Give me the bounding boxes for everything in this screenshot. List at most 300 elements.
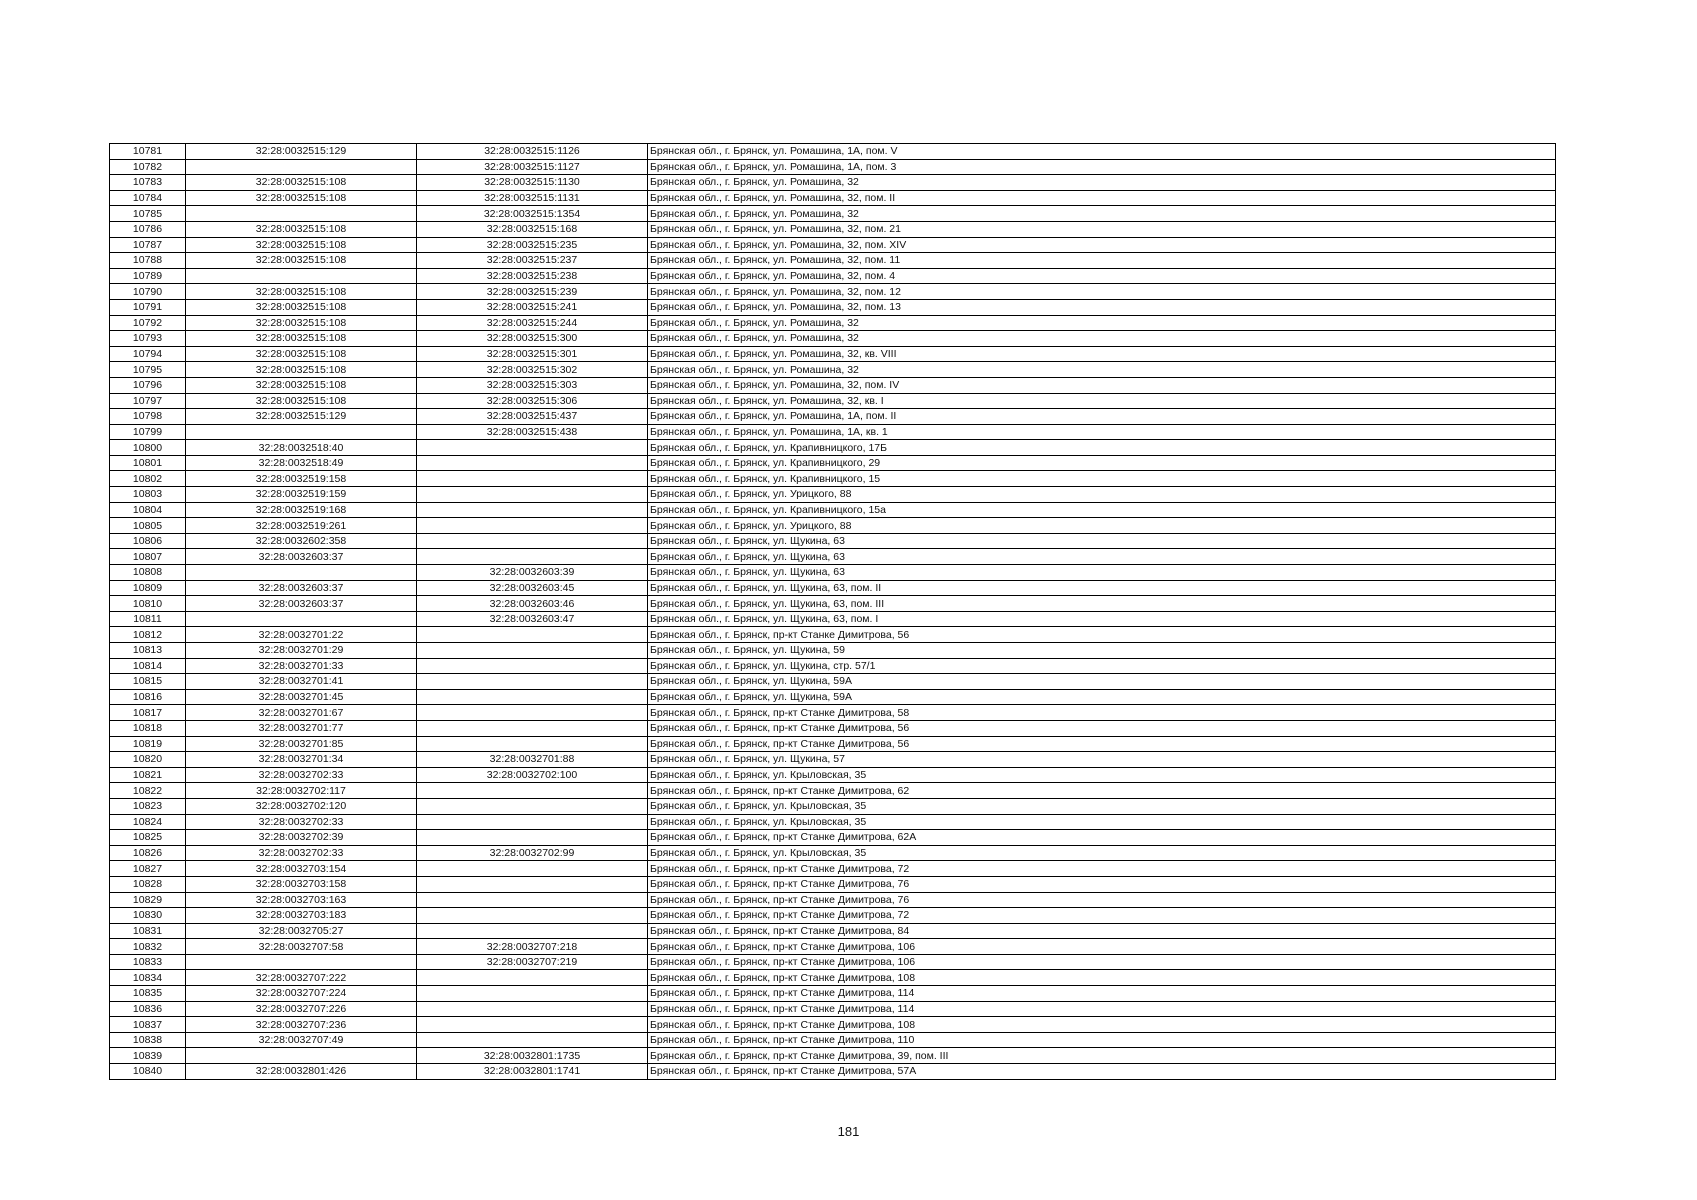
address-cell: Брянская обл., г. Брянск, ул. Ромашина, 32 [648,362,1556,378]
row-number-cell: 10791 [110,299,186,315]
address-cell: Брянская обл., г. Брянск, ул. Ромашина, 1А, кв. 1 [648,424,1556,440]
cadastral-number-cell: 32:28:0032515:108 [186,253,417,269]
table-row [110,861,1556,877]
cadastral-number-cell: 32:28:0032519:168 [186,502,417,518]
row-number-cell: 10839 [110,1048,186,1064]
table-row [110,643,1556,659]
table-row [110,518,1556,534]
table-row [110,892,1556,908]
table-row [110,159,1556,175]
object-cadastral-number-cell [417,689,648,705]
cadastral-number-cell: 32:28:0032707:222 [186,970,417,986]
row-number-cell: 10832 [110,939,186,955]
row-number-cell: 10785 [110,206,186,222]
object-cadastral-number-cell: 32:28:0032515:244 [417,315,648,331]
address-cell: Брянская обл., г. Брянск, пр-кт Станке Димитрова, 114 [648,986,1556,1002]
row-number-cell: 10834 [110,970,186,986]
object-cadastral-number-cell [417,674,648,690]
table-row [110,580,1556,596]
cadastral-number-cell [186,424,417,440]
object-cadastral-number-cell: 32:28:0032702:100 [417,767,648,783]
row-number-cell: 10818 [110,720,186,736]
table-row [110,331,1556,347]
object-cadastral-number-cell [417,549,648,565]
cadastral-number-cell: 32:28:0032703:183 [186,908,417,924]
cadastral-number-cell: 32:28:0032701:34 [186,752,417,768]
object-cadastral-number-cell [417,736,648,752]
object-cadastral-number-cell [417,923,648,939]
address-cell: Брянская обл., г. Брянск, пр-кт Станке Димитрова, 62А [648,830,1556,846]
cadastral-number-cell: 32:28:0032515:108 [186,237,417,253]
object-cadastral-number-cell [417,487,648,503]
row-number-cell: 10827 [110,861,186,877]
address-cell: Брянская обл., г. Брянск, пр-кт Станке Димитрова, 106 [648,954,1556,970]
row-number-cell: 10788 [110,253,186,269]
cadastral-number-cell [186,268,417,284]
table-row [110,549,1556,565]
row-number-cell: 10794 [110,346,186,362]
table-row [110,1032,1556,1048]
address-cell: Брянская обл., г. Брянск, пр-кт Станке Димитрова, 108 [648,1017,1556,1033]
table-row [110,206,1556,222]
object-cadastral-number-cell: 32:28:0032801:1741 [417,1064,648,1080]
table-row [110,923,1556,939]
object-cadastral-number-cell: 32:28:0032707:219 [417,954,648,970]
address-cell: Брянская обл., г. Брянск, пр-кт Станке Димитрова, 56 [648,720,1556,736]
row-number-cell: 10819 [110,736,186,752]
address-cell: Брянская обл., г. Брянск, ул. Ромашина, 32 [648,175,1556,191]
address-cell: Брянская обл., г. Брянск, пр-кт Станке Димитрова, 39, пом. III [648,1048,1556,1064]
row-number-cell: 10805 [110,518,186,534]
table-row [110,689,1556,705]
object-cadastral-number-cell: 32:28:0032515:1354 [417,206,648,222]
object-cadastral-number-cell: 32:28:0032515:438 [417,424,648,440]
object-cadastral-number-cell [417,830,648,846]
object-cadastral-number-cell: 32:28:0032515:306 [417,393,648,409]
cadastral-number-cell: 32:28:0032701:29 [186,643,417,659]
table-row [110,876,1556,892]
cadastral-number-cell: 32:28:0032707:226 [186,1001,417,1017]
page-number: 181 [837,1124,860,1139]
cadastral-number-cell: 32:28:0032603:37 [186,580,417,596]
object-cadastral-number-cell [417,783,648,799]
object-cadastral-number-cell: 32:28:0032702:99 [417,845,648,861]
table-row [110,221,1556,237]
table-row [110,1001,1556,1017]
object-cadastral-number-cell: 32:28:0032515:303 [417,377,648,393]
address-cell: Брянская обл., г. Брянск, пр-кт Станке Димитрова, 72 [648,908,1556,924]
table-row [110,284,1556,300]
address-cell: Брянская обл., г. Брянск, ул. Крыловская, 35 [648,798,1556,814]
row-number-cell: 10838 [110,1032,186,1048]
address-cell: Брянская обл., г. Брянск, ул. Ромашина, 32, пом. 13 [648,299,1556,315]
address-cell: Брянская обл., г. Брянск, ул. Ромашина, 1А, пом. II [648,409,1556,425]
cadastral-number-cell: 32:28:0032707:58 [186,939,417,955]
cadastral-number-cell [186,611,417,627]
object-cadastral-number-cell [417,876,648,892]
object-cadastral-number-cell: 32:28:0032515:302 [417,362,648,378]
address-cell: Брянская обл., г. Брянск, пр-кт Станке Димитрова, 62 [648,783,1556,799]
row-number-cell: 10789 [110,268,186,284]
cadastral-number-cell: 32:28:0032702:117 [186,783,417,799]
row-number-cell: 10822 [110,783,186,799]
row-number-cell: 10826 [110,845,186,861]
cadastral-number-cell: 32:28:0032702:39 [186,830,417,846]
address-cell: Брянская обл., г. Брянск, ул. Ромашина, 32, пом. 4 [648,268,1556,284]
address-cell: Брянская обл., г. Брянск, ул. Щукина, 63 [648,565,1556,581]
cadastral-number-cell [186,206,417,222]
object-cadastral-number-cell: 32:28:0032707:218 [417,939,648,955]
object-cadastral-number-cell [417,986,648,1002]
cadastral-number-cell: 32:28:0032518:40 [186,440,417,456]
object-cadastral-number-cell [417,533,648,549]
row-number-cell: 10817 [110,705,186,721]
object-cadastral-number-cell: 32:28:0032603:46 [417,596,648,612]
table-row [110,1048,1556,1064]
address-cell: Брянская обл., г. Брянск, ул. Щукина, 63, пом. II [648,580,1556,596]
cadastral-number-cell: 32:28:0032519:159 [186,487,417,503]
address-cell: Брянская обл., г. Брянск, ул. Ромашина, 32, пом. 21 [648,221,1556,237]
object-cadastral-number-cell [417,798,648,814]
cadastral-number-cell: 32:28:0032702:120 [186,798,417,814]
registry-table-body [110,144,1556,1080]
object-cadastral-number-cell [417,720,648,736]
registry-sheet [109,143,1555,1080]
address-cell: Брянская обл., г. Брянск, пр-кт Станке Димитрова, 114 [648,1001,1556,1017]
table-row [110,471,1556,487]
cadastral-number-cell: 32:28:0032701:41 [186,674,417,690]
table-row [110,627,1556,643]
table-row [110,908,1556,924]
row-number-cell: 10828 [110,876,186,892]
row-number-cell: 10782 [110,159,186,175]
table-row [110,736,1556,752]
row-number-cell: 10804 [110,502,186,518]
object-cadastral-number-cell [417,705,648,721]
cadastral-number-cell: 32:28:0032801:426 [186,1064,417,1080]
address-cell: Брянская обл., г. Брянск, ул. Щукина, стр. 57/1 [648,658,1556,674]
row-number-cell: 10792 [110,315,186,331]
row-number-cell: 10790 [110,284,186,300]
row-number-cell: 10786 [110,221,186,237]
table-row [110,237,1556,253]
object-cadastral-number-cell: 32:28:0032515:168 [417,221,648,237]
address-cell: Брянская обл., г. Брянск, ул. Ромашина, 32 [648,315,1556,331]
object-cadastral-number-cell: 32:28:0032603:39 [417,565,648,581]
table-row [110,830,1556,846]
cadastral-number-cell: 32:28:0032701:77 [186,720,417,736]
row-number-cell: 10833 [110,954,186,970]
address-cell: Брянская обл., г. Брянск, пр-кт Станке Димитрова, 56 [648,736,1556,752]
object-cadastral-number-cell: 32:28:0032515:237 [417,253,648,269]
address-cell: Брянская обл., г. Брянск, ул. Ромашина, 32 [648,331,1556,347]
row-number-cell: 10797 [110,393,186,409]
row-number-cell: 10812 [110,627,186,643]
object-cadastral-number-cell: 32:28:0032515:239 [417,284,648,300]
object-cadastral-number-cell [417,1032,648,1048]
address-cell: Брянская обл., г. Брянск, пр-кт Станке Димитрова, 76 [648,876,1556,892]
object-cadastral-number-cell [417,970,648,986]
object-cadastral-number-cell: 32:28:0032515:235 [417,237,648,253]
object-cadastral-number-cell: 32:28:0032515:437 [417,409,648,425]
address-cell: Брянская обл., г. Брянск, пр-кт Станке Димитрова, 76 [648,892,1556,908]
table-row [110,533,1556,549]
cadastral-number-cell: 32:28:0032515:108 [186,175,417,191]
cadastral-number-cell: 32:28:0032602:358 [186,533,417,549]
table-row [110,299,1556,315]
table-row [110,970,1556,986]
cadastral-number-cell [186,1048,417,1064]
row-number-cell: 10809 [110,580,186,596]
cadastral-number-cell: 32:28:0032701:67 [186,705,417,721]
row-number-cell: 10836 [110,1001,186,1017]
address-cell: Брянская обл., г. Брянск, ул. Ромашина, 32, пом. XIV [648,237,1556,253]
address-cell: Брянская обл., г. Брянск, ул. Ромашина, 32, пом. 11 [648,253,1556,269]
cadastral-number-cell: 32:28:0032515:108 [186,331,417,347]
address-cell: Брянская обл., г. Брянск, ул. Щукина, 63 [648,533,1556,549]
cadastral-number-cell: 32:28:0032603:37 [186,549,417,565]
table-row [110,268,1556,284]
address-cell: Брянская обл., г. Брянск, ул. Крапивницкого, 15 [648,471,1556,487]
row-number-cell: 10781 [110,144,186,160]
cadastral-number-cell: 32:28:0032515:108 [186,221,417,237]
row-number-cell: 10783 [110,175,186,191]
row-number-cell: 10796 [110,377,186,393]
address-cell: Брянская обл., г. Брянск, ул. Щукина, 59А [648,674,1556,690]
cadastral-number-cell: 32:28:0032701:85 [186,736,417,752]
table-row [110,502,1556,518]
address-cell: Брянская обл., г. Брянск, ул. Ромашина, 32, пом. 12 [648,284,1556,300]
address-cell: Брянская обл., г. Брянск, ул. Крыловская, 35 [648,767,1556,783]
table-row [110,705,1556,721]
table-row [110,845,1556,861]
object-cadastral-number-cell: 32:28:0032701:88 [417,752,648,768]
table-row [110,144,1556,160]
table-row [110,720,1556,736]
row-number-cell: 10840 [110,1064,186,1080]
address-cell: Брянская обл., г. Брянск, ул. Ромашина, 1А, пом. V [648,144,1556,160]
row-number-cell: 10811 [110,611,186,627]
object-cadastral-number-cell: 32:28:0032515:1131 [417,190,648,206]
object-cadastral-number-cell [417,471,648,487]
object-cadastral-number-cell [417,440,648,456]
address-cell: Брянская обл., г. Брянск, ул. Крыловская, 35 [648,814,1556,830]
address-cell: Брянская обл., г. Брянск, ул. Крапивницкого, 15а [648,502,1556,518]
cadastral-number-cell: 32:28:0032518:49 [186,455,417,471]
row-number-cell: 10795 [110,362,186,378]
cadastral-number-cell: 32:28:0032707:236 [186,1017,417,1033]
row-number-cell: 10798 [110,409,186,425]
table-row [110,954,1556,970]
row-number-cell: 10829 [110,892,186,908]
object-cadastral-number-cell [417,643,648,659]
row-number-cell: 10837 [110,1017,186,1033]
address-cell: Брянская обл., г. Брянск, пр-кт Станке Димитрова, 58 [648,705,1556,721]
row-number-cell: 10810 [110,596,186,612]
row-number-cell: 10835 [110,986,186,1002]
table-row [110,565,1556,581]
address-cell: Брянская обл., г. Брянск, ул. Щукина, 57 [648,752,1556,768]
address-cell: Брянская обл., г. Брянск, ул. Урицкого, 88 [648,518,1556,534]
row-number-cell: 10816 [110,689,186,705]
table-row [110,315,1556,331]
row-number-cell: 10815 [110,674,186,690]
cadastral-number-cell: 32:28:0032515:108 [186,284,417,300]
row-number-cell: 10823 [110,798,186,814]
object-cadastral-number-cell: 32:28:0032515:301 [417,346,648,362]
object-cadastral-number-cell: 32:28:0032603:45 [417,580,648,596]
object-cadastral-number-cell: 32:28:0032515:300 [417,331,648,347]
cadastral-number-cell: 32:28:0032705:27 [186,923,417,939]
address-cell: Брянская обл., г. Брянск, пр-кт Станке Димитрова, 57А [648,1064,1556,1080]
row-number-cell: 10799 [110,424,186,440]
address-cell: Брянская обл., г. Брянск, ул. Ромашина, 32, пом. IV [648,377,1556,393]
cadastral-number-cell: 32:28:0032707:224 [186,986,417,1002]
row-number-cell: 10825 [110,830,186,846]
address-cell: Брянская обл., г. Брянск, пр-кт Станке Димитрова, 84 [648,923,1556,939]
table-row [110,783,1556,799]
cadastral-number-cell: 32:28:0032515:108 [186,377,417,393]
row-number-cell: 10831 [110,923,186,939]
cadastral-number-cell [186,159,417,175]
row-number-cell: 10802 [110,471,186,487]
address-cell: Брянская обл., г. Брянск, пр-кт Станке Димитрова, 72 [648,861,1556,877]
row-number-cell: 10813 [110,643,186,659]
table-row [110,487,1556,503]
address-cell: Брянская обл., г. Брянск, пр-кт Станке Димитрова, 108 [648,970,1556,986]
object-cadastral-number-cell: 32:28:0032515:238 [417,268,648,284]
table-row [110,658,1556,674]
table-row [110,939,1556,955]
row-number-cell: 10808 [110,565,186,581]
cadastral-number-cell: 32:28:0032702:33 [186,845,417,861]
object-cadastral-number-cell: 32:28:0032515:241 [417,299,648,315]
row-number-cell: 10803 [110,487,186,503]
cadastral-number-cell: 32:28:0032703:158 [186,876,417,892]
cadastral-number-cell: 32:28:0032519:158 [186,471,417,487]
address-cell: Брянская обл., г. Брянск, ул. Щукина, 63, пом. I [648,611,1556,627]
object-cadastral-number-cell: 32:28:0032515:1126 [417,144,648,160]
row-number-cell: 10824 [110,814,186,830]
address-cell: Брянская обл., г. Брянск, ул. Ромашина, 32, кв. VIII [648,346,1556,362]
table-row [110,190,1556,206]
table-row [110,409,1556,425]
object-cadastral-number-cell [417,502,648,518]
table-row [110,377,1556,393]
address-cell: Брянская обл., г. Брянск, ул. Щукина, 63, пом. III [648,596,1556,612]
object-cadastral-number-cell [417,455,648,471]
row-number-cell: 10814 [110,658,186,674]
cadastral-number-cell: 32:28:0032702:33 [186,814,417,830]
row-number-cell: 10807 [110,549,186,565]
address-cell: Брянская обл., г. Брянск, ул. Крапивницкого, 29 [648,455,1556,471]
object-cadastral-number-cell: 32:28:0032515:1130 [417,175,648,191]
row-number-cell: 10820 [110,752,186,768]
object-cadastral-number-cell: 32:28:0032515:1127 [417,159,648,175]
address-cell: Брянская обл., г. Брянск, ул. Урицкого, 88 [648,487,1556,503]
cadastral-number-cell: 32:28:0032515:108 [186,315,417,331]
address-cell: Брянская обл., г. Брянск, ул. Щукина, 63 [648,549,1556,565]
cadastral-number-cell: 32:28:0032707:49 [186,1032,417,1048]
address-cell: Брянская обл., г. Брянск, ул. Щукина, 59 [648,643,1556,659]
table-row [110,767,1556,783]
registry-table [109,143,1556,1080]
cadastral-number-cell [186,954,417,970]
cadastral-number-cell: 32:28:0032515:108 [186,362,417,378]
row-number-cell: 10784 [110,190,186,206]
table-row [110,440,1556,456]
address-cell: Брянская обл., г. Брянск, ул. Ромашина, 1А, пом. 3 [648,159,1556,175]
table-row [110,611,1556,627]
table-row [110,986,1556,1002]
table-row [110,393,1556,409]
object-cadastral-number-cell [417,814,648,830]
table-row [110,253,1556,269]
address-cell: Брянская обл., г. Брянск, ул. Крыловская, 35 [648,845,1556,861]
object-cadastral-number-cell [417,1001,648,1017]
address-cell: Брянская обл., г. Брянск, пр-кт Станке Димитрова, 106 [648,939,1556,955]
object-cadastral-number-cell [417,908,648,924]
address-cell: Брянская обл., г. Брянск, ул. Щукина, 59А [648,689,1556,705]
object-cadastral-number-cell [417,1017,648,1033]
object-cadastral-number-cell: 32:28:0032801:1735 [417,1048,648,1064]
cadastral-number-cell [186,565,417,581]
table-row [110,752,1556,768]
table-row [110,362,1556,378]
address-cell: Брянская обл., г. Брянск, пр-кт Станке Димитрова, 110 [648,1032,1556,1048]
table-row [110,798,1556,814]
address-cell: Брянская обл., г. Брянск, ул. Ромашина, 32 [648,206,1556,222]
row-number-cell: 10821 [110,767,186,783]
row-number-cell: 10806 [110,533,186,549]
table-row [110,814,1556,830]
address-cell: Брянская обл., г. Брянск, ул. Ромашина, 32, пом. II [648,190,1556,206]
object-cadastral-number-cell: 32:28:0032603:47 [417,611,648,627]
table-row [110,596,1556,612]
address-cell: Брянская обл., г. Брянск, ул. Крапивницкого, 17Б [648,440,1556,456]
cadastral-number-cell: 32:28:0032515:129 [186,144,417,160]
cadastral-number-cell: 32:28:0032603:37 [186,596,417,612]
address-cell: Брянская обл., г. Брянск, ул. Ромашина, 32, кв. I [648,393,1556,409]
object-cadastral-number-cell [417,658,648,674]
cadastral-number-cell: 32:28:0032701:33 [186,658,417,674]
cadastral-number-cell: 32:28:0032703:154 [186,861,417,877]
row-number-cell: 10787 [110,237,186,253]
cadastral-number-cell: 32:28:0032515:108 [186,190,417,206]
cadastral-number-cell: 32:28:0032515:108 [186,299,417,315]
cadastral-number-cell: 32:28:0032515:108 [186,393,417,409]
row-number-cell: 10801 [110,455,186,471]
row-number-cell: 10830 [110,908,186,924]
row-number-cell: 10793 [110,331,186,347]
cadastral-number-cell: 32:28:0032701:22 [186,627,417,643]
address-cell: Брянская обл., г. Брянск, пр-кт Станке Димитрова, 56 [648,627,1556,643]
cadastral-number-cell: 32:28:0032515:129 [186,409,417,425]
object-cadastral-number-cell [417,627,648,643]
object-cadastral-number-cell [417,518,648,534]
table-row [110,346,1556,362]
cadastral-number-cell: 32:28:0032519:261 [186,518,417,534]
cadastral-number-cell: 32:28:0032702:33 [186,767,417,783]
row-number-cell: 10800 [110,440,186,456]
table-row [110,175,1556,191]
object-cadastral-number-cell [417,892,648,908]
table-row [110,455,1556,471]
cadastral-number-cell: 32:28:0032703:163 [186,892,417,908]
cadastral-number-cell: 32:28:0032701:45 [186,689,417,705]
table-row [110,674,1556,690]
table-row [110,1064,1556,1080]
